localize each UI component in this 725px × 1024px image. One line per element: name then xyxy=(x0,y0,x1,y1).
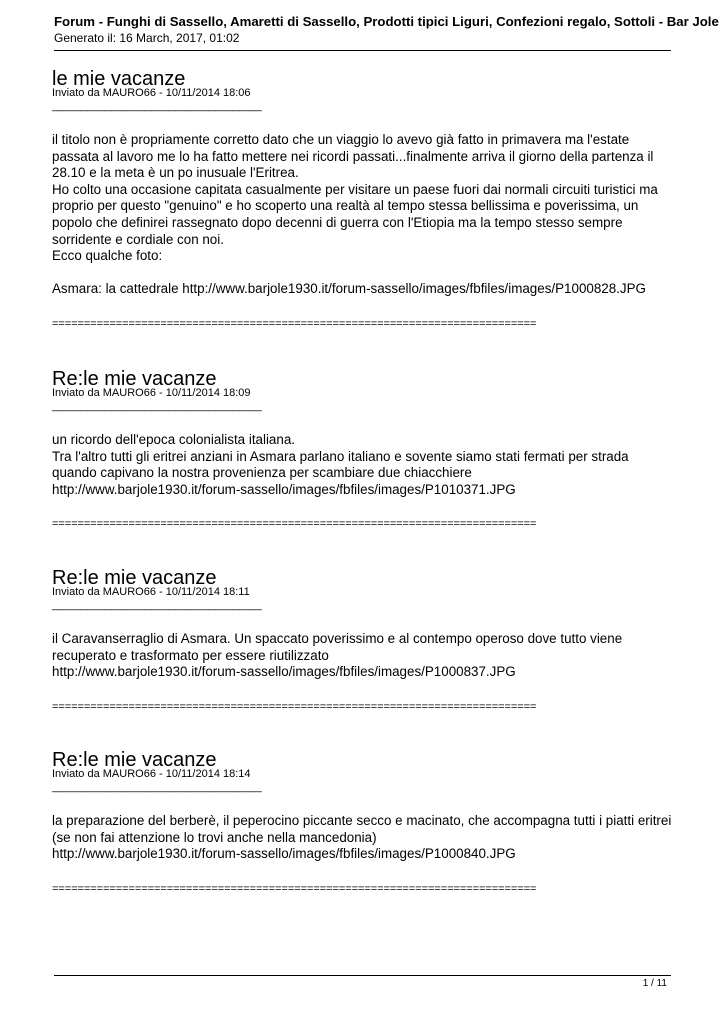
forum-title: Forum - Funghi di Sassello, Amaretti di Sassello, Prodotti tipici Liguri, Confezioni regalo, Sottoli - Bar Jole xyxy=(54,14,719,29)
post-underline: ____________________________________ xyxy=(52,400,262,412)
post-line: Tra l'altro tutti gli eritrei anziani in Asmara parlano italiano e sovente siamo stati fermati per strada xyxy=(52,448,629,464)
post-line: http://www.barjole1930.it/forum-sassello/images/fbfiles/images/P1010371.JPG xyxy=(52,481,516,497)
post-line: (se non fai attenzione lo trovi anche nella mancedonia) xyxy=(52,829,377,845)
post-line: il Caravanserraglio di Asmara. Un spaccato poverissimo e al contempo operoso dove tutto viene xyxy=(52,631,623,646)
post-separator: ============================================================================ xyxy=(52,882,537,895)
post-body xyxy=(52,432,682,498)
post-separator: ============================================================================ xyxy=(52,518,537,531)
post-line: http://www.barjole1930.it/forum-sassello/images/fbfiles/images/P1000840.JPG xyxy=(52,846,516,862)
post-body xyxy=(52,132,682,298)
post-line: Ho colto una occasione capitata casualmente per visitare un paese fuori dai normali circuiti turistici ma xyxy=(52,181,658,197)
page-header xyxy=(54,14,725,46)
post-title: Re:le mie vacanze xyxy=(52,368,217,390)
forum-post xyxy=(52,69,682,330)
post-meta: Inviato da MAURO66 - 10/11/2014 18:11 xyxy=(52,586,250,598)
post-title: Re:le mie vacanze xyxy=(52,567,217,589)
footer-divider xyxy=(54,975,671,976)
post-underline: ____________________________________ xyxy=(52,599,262,611)
post-line: la preparazione del berberè, il peperocino piccante secco e macinato, che accompagna tutti i piatti eritrei xyxy=(52,813,672,828)
post-line: http://www.barjole1930.it/forum-sassello/images/fbfiles/images/P1000837.JPG xyxy=(52,664,516,680)
header-divider xyxy=(54,50,671,51)
post-underline: ____________________________________ xyxy=(52,781,262,793)
post-line: quando capivano la nostra provenienza per scambiare due chiacchiere xyxy=(52,465,472,481)
post-title: Re:le mie vacanze xyxy=(52,749,217,771)
post-body xyxy=(52,813,682,863)
post-separator: ============================================================================ xyxy=(52,700,537,713)
post-line: 28.10 e la meta è un po inusuale l'Eritrea. xyxy=(52,165,299,181)
post-meta: Inviato da MAURO66 - 10/11/2014 18:06 xyxy=(52,87,251,99)
post-line: Asmara: la cattedrale http://www.barjole1930.it/forum-sassello/images/fbfiles/images/P1000828.JPG xyxy=(52,281,646,297)
post-meta: Inviato da MAURO66 - 10/11/2014 18:14 xyxy=(52,768,251,780)
post-separator: ============================================================================ xyxy=(52,317,537,330)
post-line: sorridente e cordiale con noi. xyxy=(52,231,224,247)
post-line: passata al lavoro me lo ha fatto mettere nei ricordi passati...finalmente arriva il giorno della partenza il xyxy=(52,148,654,164)
post-meta: Inviato da MAURO66 - 10/11/2014 18:09 xyxy=(52,387,251,399)
page-number: 1 / 11 xyxy=(642,978,667,989)
post-line: il titolo non è propriamente corretto dato che un viaggio lo avevo già fatto in primavera ma l'estate xyxy=(52,132,630,147)
forum-post xyxy=(52,369,682,530)
post-line: Ecco qualche foto: xyxy=(52,248,163,264)
post-line: proprio per questo "genuino" e ho scoperto una realtà al tempo stessa bellissima e poverissima, un xyxy=(52,198,639,214)
post-underline: ____________________________________ xyxy=(52,100,262,112)
forum-post xyxy=(52,568,682,713)
post-line: recuperato e trasformato per essere riutilizzato xyxy=(52,647,329,663)
post-line: popolo che definirei rassegnato dopo decenni di guerra con l'Etiopia ma la tempo stesso sempre xyxy=(52,214,623,230)
post-title: le mie vacanze xyxy=(52,68,186,90)
forum-post xyxy=(52,750,682,895)
post-line xyxy=(52,265,682,282)
generated-date: Generato il: 16 March, 2017, 01:02 xyxy=(54,31,240,45)
post-body xyxy=(52,631,682,681)
post-line: un ricordo dell'epoca colonialista italiana. xyxy=(52,432,295,447)
